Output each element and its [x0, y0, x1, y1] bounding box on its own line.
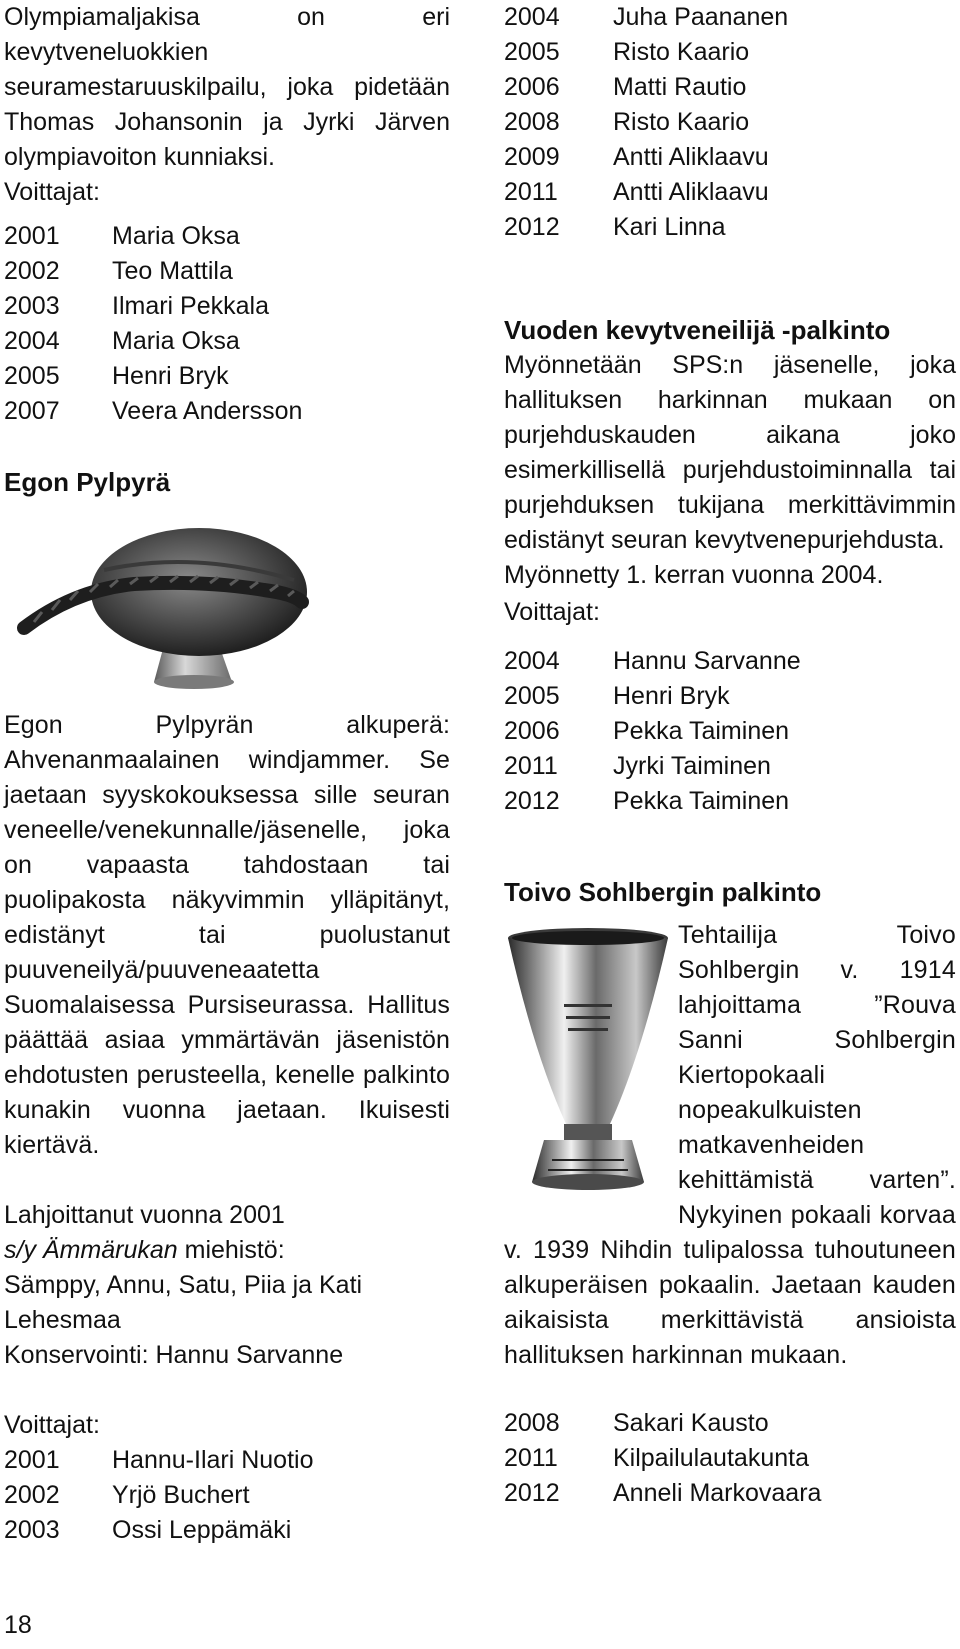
winner-name: Henri Bryk — [112, 362, 229, 390]
sohlberg-title: Toivo Sohlbergin palkinto — [504, 877, 822, 907]
winner-row — [4, 1478, 450, 1513]
winner-year: 2011 — [504, 752, 558, 780]
winner-row — [504, 1441, 956, 1476]
egon-winners-label: Voittajat: — [4, 1411, 100, 1439]
winner-year: 2009 — [504, 143, 560, 171]
winner-name: Sakari Kausto — [613, 1409, 769, 1437]
winner-year: 2005 — [504, 682, 560, 710]
winner-name: Anneli Markovaara — [613, 1479, 822, 1507]
winner-row — [504, 749, 956, 784]
winner-name: Antti Aliklaavu — [613, 178, 769, 206]
egon-donated: Lahjoittanut vuonna 2001 — [4, 1201, 285, 1229]
olympia-intro: Olympiamaljakisa on eri kevytveneluokkien seuramestaruuskilpailu, joka pidetään Thomas Johansonin ja Jyrki Järven olympiavoiton kunniaksi. — [4, 3, 450, 171]
winner-name: Ilmari Pekkala — [112, 292, 269, 320]
egon-crew-suffix: miehistö: — [177, 1236, 285, 1264]
winner-row — [504, 210, 956, 245]
winner-name: Jyrki Taiminen — [613, 752, 771, 780]
winner-name: Kilpailulautakunta — [613, 1444, 809, 1472]
winner-year: 2006 — [504, 73, 560, 101]
winner-name: Matti Rautio — [613, 73, 747, 101]
winner-name: Kari Linna — [613, 213, 726, 241]
winner-year: 2005 — [4, 362, 60, 390]
winner-year: 2012 — [504, 213, 560, 241]
kevyt-first-awarded: Myönnetty 1. kerran vuonna 2004. — [504, 561, 884, 589]
winner-row — [504, 0, 956, 35]
winner-row — [504, 70, 956, 105]
winner-name: Henri Bryk — [613, 682, 730, 710]
winner-year: 2011 — [504, 178, 558, 206]
winner-year: 2001 — [4, 222, 60, 250]
winner-year: 2003 — [4, 1516, 60, 1544]
winner-row — [504, 644, 956, 679]
winner-row — [504, 35, 956, 70]
winner-row — [4, 324, 450, 359]
winner-name: Hannu Sarvanne — [613, 647, 801, 675]
winner-row — [504, 175, 956, 210]
winner-name: Risto Kaario — [613, 38, 750, 66]
winner-year: 2008 — [504, 1409, 560, 1437]
winner-year: 2008 — [504, 108, 560, 136]
winner-name: Juha Paananen — [613, 3, 789, 31]
olympia-winners-label: Voittajat: — [4, 178, 100, 206]
winner-year: 2004 — [504, 3, 560, 31]
winner-name: Pekka Taiminen — [613, 787, 790, 815]
winner-row — [4, 1513, 450, 1548]
kevyt-winners-list — [504, 644, 956, 819]
winner-name: Hannu-Ilari Nuotio — [112, 1446, 314, 1474]
winner-year: 2004 — [504, 647, 560, 675]
winner-year: 2006 — [504, 717, 560, 745]
olympia-winners-list — [4, 219, 450, 429]
winner-year: 2007 — [4, 397, 60, 425]
winner-year: 2011 — [504, 1444, 558, 1472]
left-column — [4, 0, 450, 1548]
winner-row — [504, 714, 956, 749]
winner-name: Pekka Taiminen — [613, 717, 790, 745]
right-column — [504, 0, 956, 1511]
egon-donors: Sämppy, Annu, Satu, Piia ja Kati Lehesmaa — [4, 1271, 363, 1334]
winner-year: 2002 — [4, 257, 60, 285]
winner-year: 2012 — [504, 1479, 560, 1507]
winner-name: Risto Kaario — [613, 108, 750, 136]
sohlberg-winners-list — [504, 1406, 956, 1511]
kevyt-description: Myönnetään SPS:n jäsenelle, joka hallituksen harkinnan mukaan on purjehduskauden aikana joko esimerkillisellä purjehdustoiminnalla tai purjehduksen tukijana merkittävimmin edistänyt seuran kevytvenepurjehdusta. — [504, 351, 956, 554]
winner-row — [504, 1406, 956, 1441]
winner-year: 2012 — [504, 787, 560, 815]
sohlberg-trophy-photo — [504, 924, 672, 1202]
winner-row — [4, 219, 450, 254]
winner-row — [504, 105, 956, 140]
winner-row — [504, 140, 956, 175]
sohlberg-body — [504, 918, 956, 1373]
winner-year: 2001 — [4, 1446, 60, 1474]
winner-row — [4, 289, 450, 324]
egon-title: Egon Pylpyrä — [4, 467, 171, 497]
winner-row — [504, 1476, 956, 1511]
page-number: 18 — [4, 1611, 32, 1639]
sohlberg-description: Tehtailija Toivo Sohlbergin v. 1914 lahjoittama ”Rouva Sanni Sohlbergin Kiertopokaali nopeakulkuisten matkavenheiden kehittämistä varten”. Nykyinen pokaali korvaa v. 1939 Nihdin tulipalossa tuhoutuneen alkuperäisen pokaalin. Jaetaan kauden aikaisista merkittävistä ansioista hallituksen harkinnan mukaan. — [504, 921, 956, 1369]
winner-year: 2002 — [4, 1481, 60, 1509]
winner-name: Ossi Leppämäki — [112, 1516, 292, 1544]
winner-row — [4, 1443, 450, 1478]
winner-year: 2005 — [504, 38, 560, 66]
winner-row — [4, 359, 450, 394]
egon-description: Egon Pylpyrän alkuperä: Ahvenanmaalainen windjammer. Se jaetaan syyskokouksessa sille seuran veneelle/venekunnalle/jäsenelle, joka on vapaasta tahdostaan tai puolipakosta näkyvimmin ylläpitänyt, edistänyt tai puolustanut puuveneilyä/puuveneaatetta Suomalaisessa Pursiseurassa. Hallitus päättää asiaa ymmärtävän jäsenistön ehdotusten perusteella, kenelle palkinto kunakin vuonna jaetaan. Ikuisesti kiertävä. — [4, 711, 450, 1159]
winner-name: Teo Mattila — [112, 257, 233, 285]
winner-row — [4, 394, 450, 429]
winner-name: Veera Andersson — [112, 397, 303, 425]
egon-crew-line — [4, 1233, 450, 1268]
egon-winners-continued — [504, 0, 956, 245]
winner-name: Maria Oksa — [112, 222, 240, 250]
egon-winners-list — [4, 1443, 450, 1548]
egon-pylpyra-photo — [4, 510, 324, 692]
winner-year: 2004 — [4, 327, 60, 355]
winner-row — [504, 784, 956, 819]
winner-name: Antti Aliklaavu — [613, 143, 769, 171]
kevyt-winners-label: Voittajat: — [504, 598, 600, 626]
egon-conservation: Konservointi: Hannu Sarvanne — [4, 1341, 344, 1369]
egon-crew-boat: s/y Ämmärukan — [4, 1236, 178, 1264]
winner-year: 2003 — [4, 292, 60, 320]
kevyt-title: Vuoden kevytveneilijä -palkinto — [504, 315, 891, 345]
winner-name: Maria Oksa — [112, 327, 240, 355]
winner-row — [504, 679, 956, 714]
winner-name: Yrjö Buchert — [112, 1481, 250, 1509]
winner-row — [4, 254, 450, 289]
